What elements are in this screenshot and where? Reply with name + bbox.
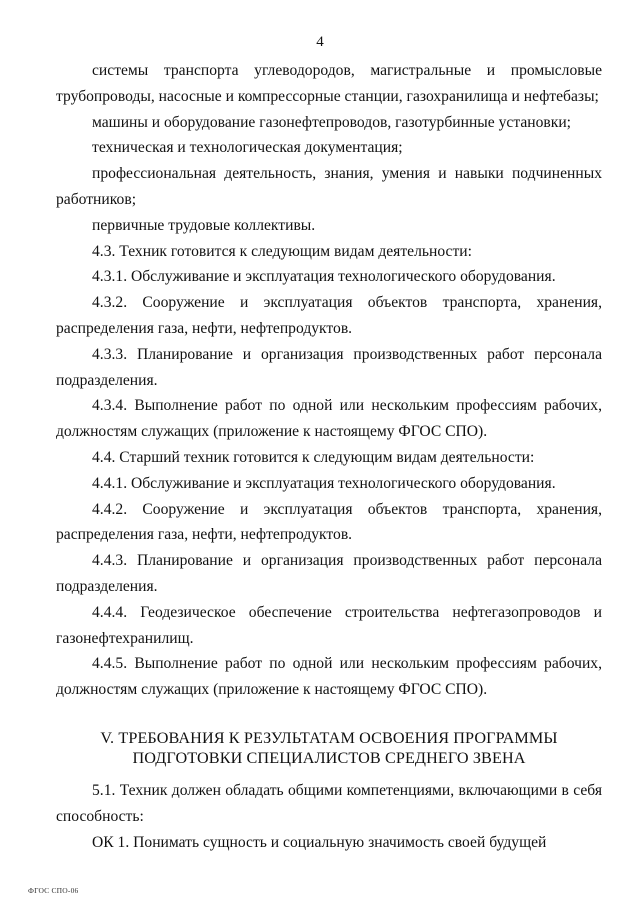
paragraph-4-4-1: 4.4.1. Обслуживание и эксплуатация технологического оборудования.: [92, 474, 556, 492]
paragraph-labor-collectives: первичные трудовые коллективы.: [92, 216, 316, 234]
paragraph-professional-activity: профессиональная деятельность, знания, умения и навыки подчиненных работников;: [56, 165, 602, 208]
paragraph-4-3-4: 4.3.4. Выполнение работ по одной или нескольким профессиям рабочих, должностям служащих (приложение к настоящему ФГОС СПО).: [56, 397, 602, 441]
section-heading: [56, 728, 602, 768]
footer-label: ФГОС СПО-06: [28, 886, 79, 895]
paragraph-4-3-2: 4.3.2. Сооружение и эксплуатация объектов транспорта, хранения, распределения газа, нефти, нефтепродуктов.: [56, 294, 602, 337]
paragraph-4-3-1: 4.3.1. Обслуживание и эксплуатация технологического оборудования.: [92, 268, 556, 286]
paragraph-4-4: 4.4. Старший техник готовится к следующим видам деятельности:: [92, 448, 535, 466]
paragraph-transport-systems: системы транспорта углеводородов, магистральные и промысловые трубопроводы, насосные и компрессорные станции, газохранилища и нефтебазы;: [56, 62, 602, 105]
paragraph-documentation: техническая и технологическая документация;: [92, 139, 403, 157]
paragraph-ok-1: ОК 1. Понимать сущность и социальную значимость своей будущей: [92, 833, 547, 851]
paragraph-4-4-2: 4.4.2. Сооружение и эксплуатация объектов транспорта, хранения, распределения газа, нефти, нефтепродуктов.: [56, 500, 602, 544]
paragraph-4-4-3: 4.4.3. Планирование и организация производственных работ персонала подразделения.: [56, 552, 602, 595]
paragraph-4-4-4: 4.4.4. Геодезическое обеспечение строительства нефтегазопроводов и газонефтехранилищ.: [56, 603, 602, 647]
document-body: [56, 58, 602, 855]
paragraph-machines: машины и оборудование газонефтепроводов, газотурбинные установки;: [92, 113, 572, 131]
paragraph-4-3-3: 4.3.3. Планирование и организация производственных работ персонала подразделения.: [56, 345, 602, 389]
paragraph-4-4-5: 4.4.5. Выполнение работ по одной или нескольким профессиям рабочих, должностям служащих (приложение к настоящему ФГОС СПО).: [56, 655, 602, 699]
page-number: 4: [316, 34, 324, 50]
section-heading-line-1: V. ТРЕБОВАНИЯ К РЕЗУЛЬТАТАМ ОСВОЕНИЯ ПРОГРАММЫ: [100, 728, 558, 747]
paragraph-5-1: 5.1. Техник должен обладать общими компетенциями, включающими в себя способность:: [56, 781, 602, 825]
section-heading-line-2: ПОДГОТОВКИ СПЕЦИАЛИСТОВ СРЕДНЕГО ЗВЕНА: [132, 748, 526, 767]
paragraph-4-3: 4.3. Техник готовится к следующим видам деятельности:: [92, 242, 472, 260]
